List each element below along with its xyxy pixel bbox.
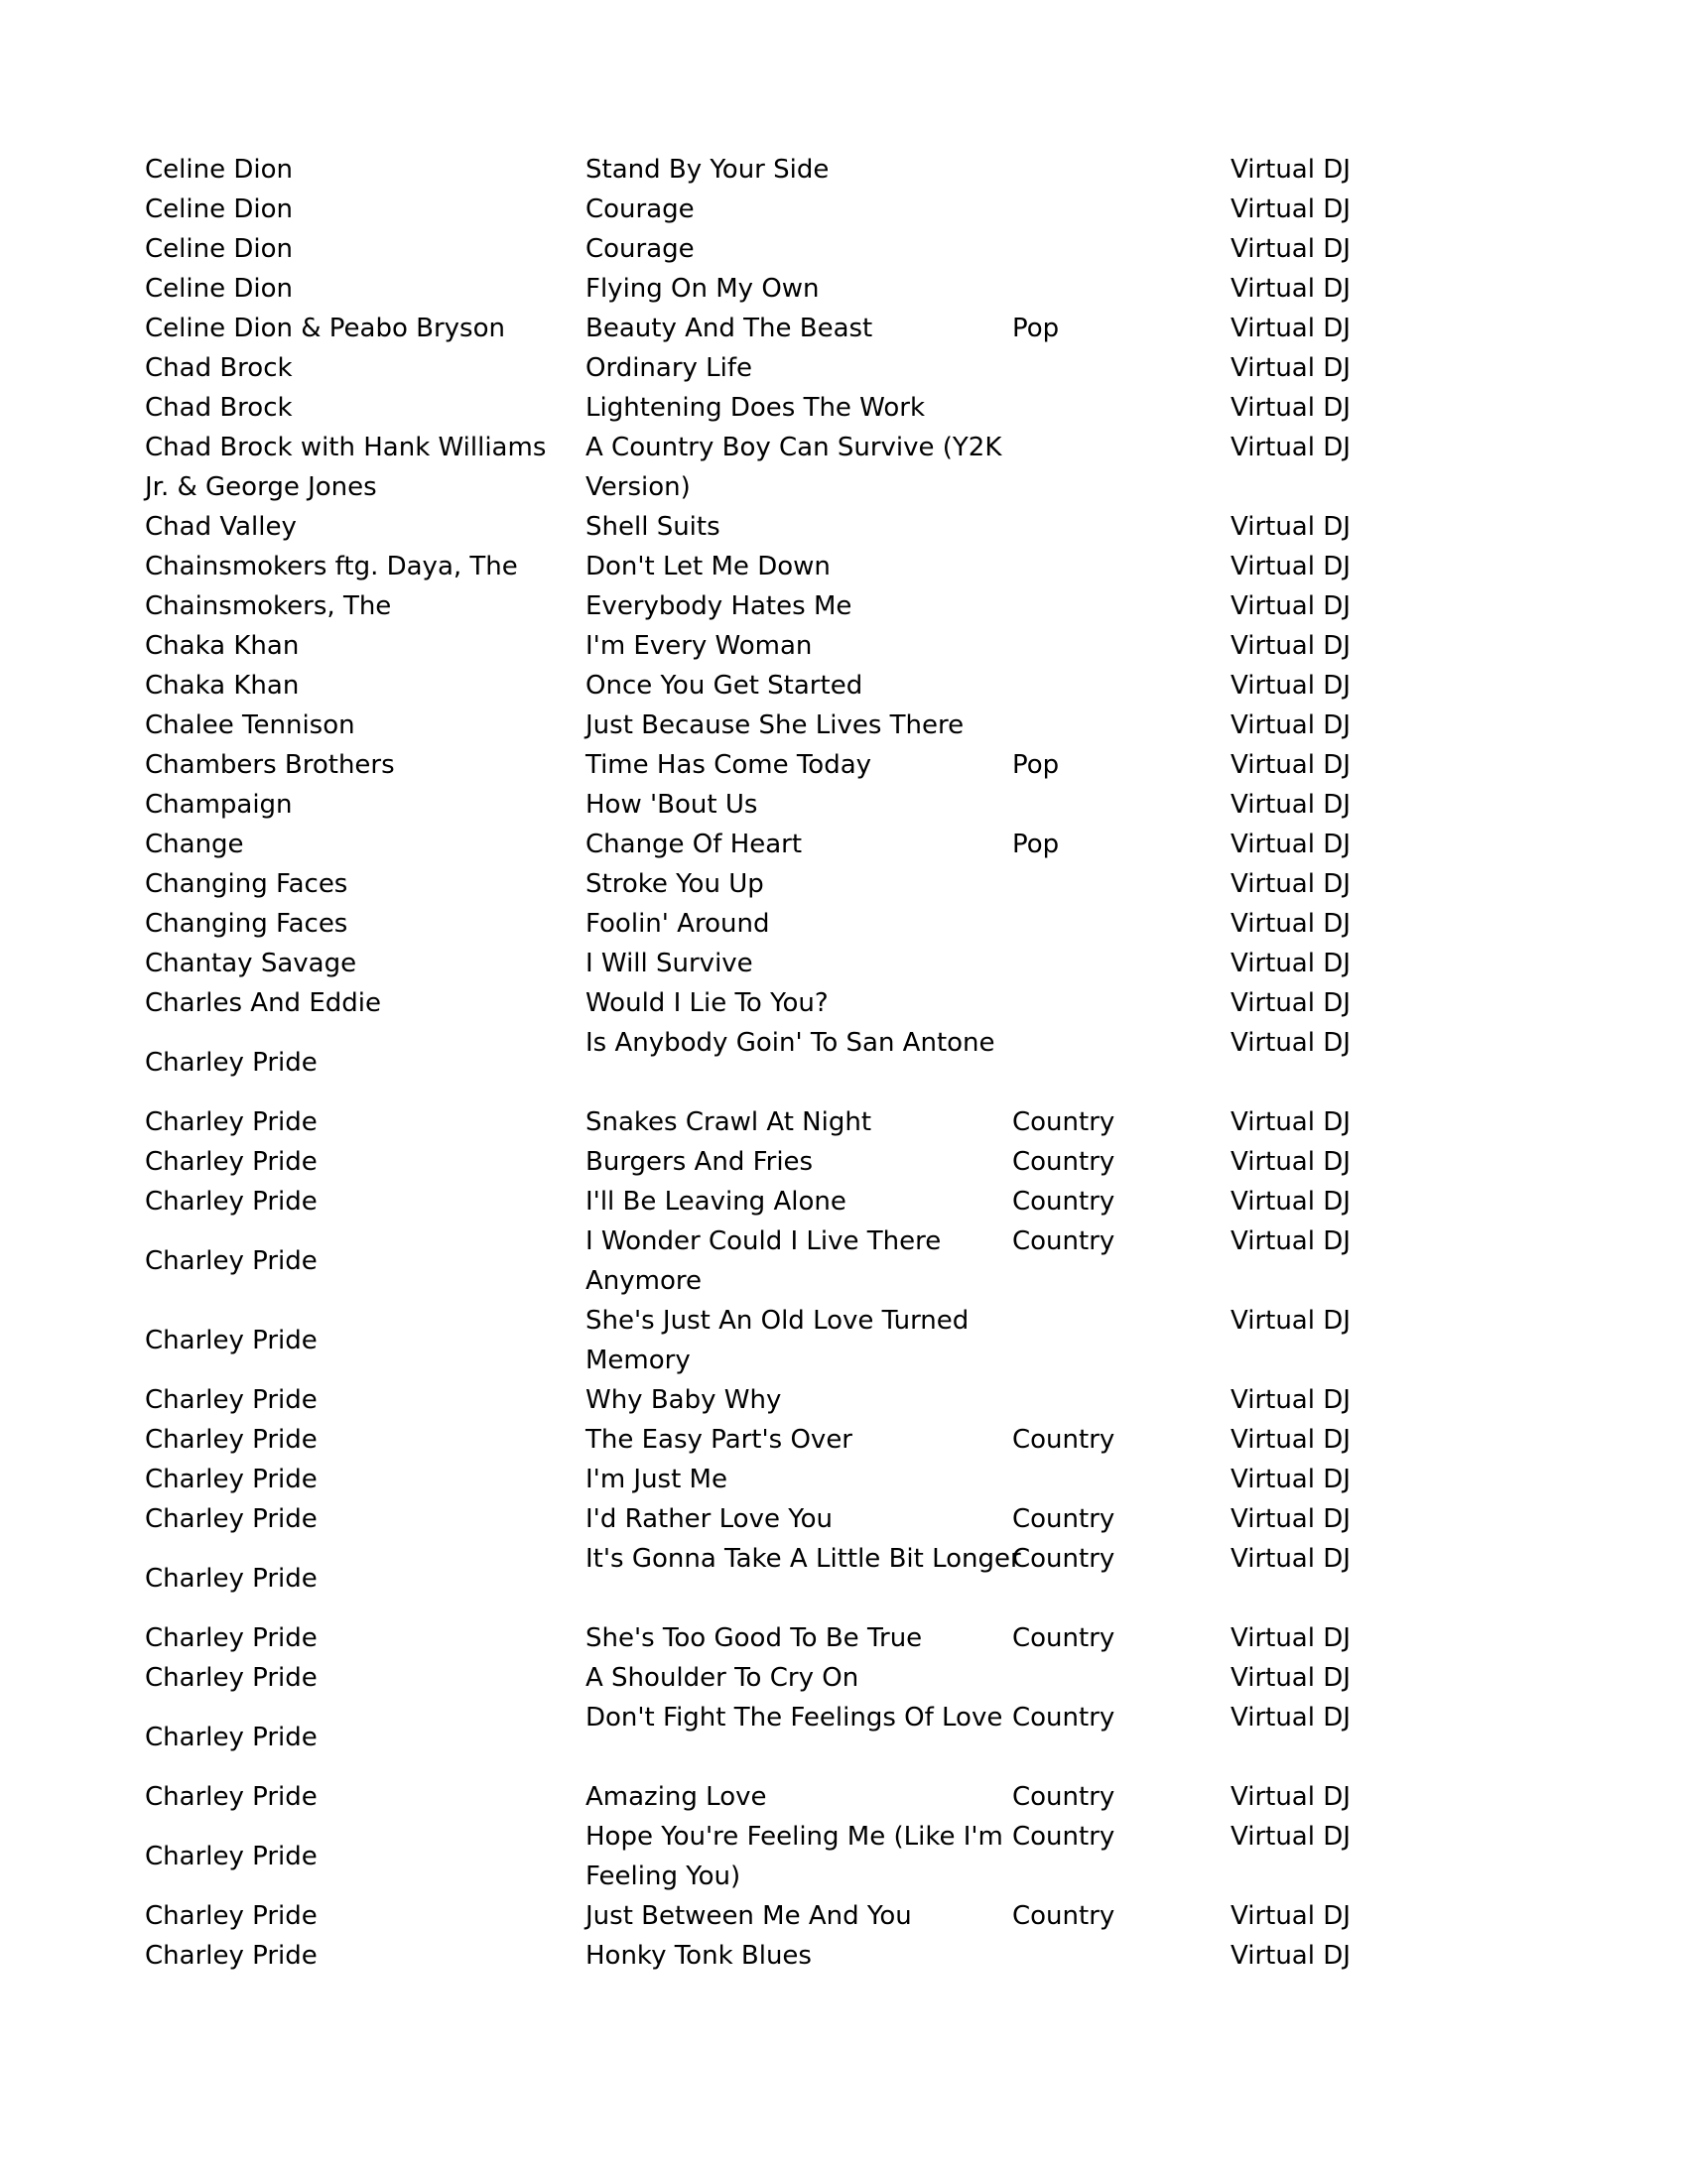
- artist-cell: Charley Pride: [145, 1246, 318, 1276]
- table-row: [145, 269, 1385, 309]
- title-cell: Why Baby Why: [585, 1385, 782, 1415]
- title-cell: She's Too Good To Be True: [585, 1623, 923, 1653]
- title-cell: Courage: [585, 234, 695, 264]
- genre-cell: Pop: [1012, 750, 1060, 780]
- format-cell: Virtual DJ: [1231, 1147, 1351, 1177]
- title-cell: The Easy Part's Over: [585, 1425, 853, 1455]
- artist-cell: Charley Pride: [145, 1941, 318, 1971]
- artist-cell: Celine Dion: [145, 155, 293, 185]
- genre-cell: Country: [1012, 1107, 1115, 1137]
- format-cell: Virtual DJ: [1231, 710, 1351, 740]
- artist-cell: Celine Dion: [145, 194, 293, 224]
- format-cell: Virtual DJ: [1231, 1028, 1351, 1058]
- title-cell: Change Of Heart: [585, 830, 803, 859]
- table-row: [145, 388, 1385, 428]
- artist-cell: Chad Valley: [145, 512, 297, 542]
- title-cell: Don't Let Me Down: [585, 552, 831, 581]
- table-row: [145, 150, 1385, 190]
- genre-cell: Country: [1012, 1822, 1115, 1852]
- table-row: [145, 309, 1385, 348]
- title-cell: It's Gonna Take A Little Bit Longer: [585, 1544, 1021, 1574]
- title-cell: I'll Be Leaving Alone: [585, 1187, 846, 1217]
- artist-cell: Celine Dion: [145, 234, 293, 264]
- genre-cell: Country: [1012, 1544, 1115, 1574]
- genre-cell: Country: [1012, 1623, 1115, 1653]
- table-row: [145, 428, 1385, 507]
- table-row: [145, 1420, 1385, 1460]
- genre-cell: Country: [1012, 1504, 1115, 1534]
- format-cell: Virtual DJ: [1231, 909, 1351, 939]
- title-cell: I Will Survive: [585, 949, 753, 978]
- format-cell: Virtual DJ: [1231, 1107, 1351, 1137]
- format-cell: Virtual DJ: [1231, 869, 1351, 899]
- format-cell: Virtual DJ: [1231, 1504, 1351, 1534]
- artist-cell: Charley Pride: [145, 1842, 318, 1871]
- title-cell: Stand By Your Side: [585, 155, 830, 185]
- artist-cell: Chainsmokers ftg. Daya, The: [145, 552, 518, 581]
- format-cell: Virtual DJ: [1231, 194, 1351, 224]
- table-row: [145, 983, 1385, 1023]
- table-row: [145, 1221, 1385, 1301]
- artist-cell: Charley Pride: [145, 1901, 318, 1931]
- title-cell: Burgers And Fries: [585, 1147, 814, 1177]
- table-row: [145, 904, 1385, 944]
- artist-cell: Chaka Khan: [145, 631, 300, 661]
- genre-cell: Country: [1012, 1425, 1115, 1455]
- format-cell: Virtual DJ: [1231, 433, 1351, 462]
- title-cell: Everybody Hates Me: [585, 591, 852, 621]
- format-cell: Virtual DJ: [1231, 1941, 1351, 1971]
- table-row: [145, 626, 1385, 666]
- format-cell: Virtual DJ: [1231, 591, 1351, 621]
- title-cell: Foolin' Around: [585, 909, 770, 939]
- title-cell: A Country Boy Can Survive (Y2K Version): [585, 433, 1002, 502]
- table-row: [145, 1777, 1385, 1817]
- artist-cell: Charley Pride: [145, 1623, 318, 1653]
- title-cell: Shell Suits: [585, 512, 720, 542]
- table-row: [145, 348, 1385, 388]
- genre-cell: Country: [1012, 1147, 1115, 1177]
- artist-cell: Charley Pride: [145, 1187, 318, 1217]
- artist-cell: Chaka Khan: [145, 671, 300, 701]
- artist-cell: Chambers Brothers: [145, 750, 395, 780]
- artist-cell: Chalee Tennison: [145, 710, 355, 740]
- artist-cell: Charley Pride: [145, 1723, 318, 1752]
- format-cell: Virtual DJ: [1231, 750, 1351, 780]
- genre-cell: Pop: [1012, 830, 1060, 859]
- title-cell: Hope You're Feeling Me (Like I'm Feeling You): [585, 1822, 1003, 1891]
- table-row: [145, 547, 1385, 586]
- artist-cell: Chainsmokers, The: [145, 591, 392, 621]
- table-row: [145, 1102, 1385, 1142]
- format-cell: Virtual DJ: [1231, 1385, 1351, 1415]
- artist-cell: Chad Brock with Hank Williams Jr. & George Jones: [145, 433, 547, 502]
- table-row: [145, 190, 1385, 229]
- genre-cell: Country: [1012, 1226, 1115, 1256]
- title-cell: Snakes Crawl At Night: [585, 1107, 872, 1137]
- artist-cell: Champaign: [145, 790, 293, 820]
- table-row: [145, 1658, 1385, 1698]
- table-row: [145, 1896, 1385, 1936]
- title-cell: Stroke You Up: [585, 869, 764, 899]
- title-cell: Time Has Come Today: [585, 750, 872, 780]
- title-cell: She's Just An Old Love Turned Memory: [585, 1306, 970, 1375]
- table-row: [145, 586, 1385, 626]
- table-row: [145, 1380, 1385, 1420]
- table-row: [145, 1182, 1385, 1221]
- artist-cell: Celine Dion: [145, 274, 293, 304]
- artist-cell: Celine Dion & Peabo Bryson: [145, 314, 505, 343]
- artist-cell: Chantay Savage: [145, 949, 357, 978]
- format-cell: Virtual DJ: [1231, 1822, 1351, 1852]
- format-cell: Virtual DJ: [1231, 790, 1351, 820]
- genre-cell: Country: [1012, 1187, 1115, 1217]
- format-cell: Virtual DJ: [1231, 393, 1351, 423]
- artist-cell: Charles And Eddie: [145, 988, 381, 1018]
- table-row: [145, 1499, 1385, 1539]
- artist-cell: Charley Pride: [145, 1048, 318, 1078]
- title-cell: I'd Rather Love You: [585, 1504, 834, 1534]
- title-cell: Honky Tonk Blues: [585, 1941, 812, 1971]
- table-row: [145, 1539, 1385, 1618]
- title-cell: I'm Just Me: [585, 1465, 727, 1494]
- artist-cell: Chad Brock: [145, 353, 293, 383]
- format-cell: Virtual DJ: [1231, 234, 1351, 264]
- title-cell: I'm Every Woman: [585, 631, 813, 661]
- format-cell: Virtual DJ: [1231, 314, 1351, 343]
- title-cell: How 'Bout Us: [585, 790, 758, 820]
- title-cell: Would I Lie To You?: [585, 988, 829, 1018]
- format-cell: Virtual DJ: [1231, 1465, 1351, 1494]
- artist-cell: Charley Pride: [145, 1147, 318, 1177]
- artist-cell: Chad Brock: [145, 393, 293, 423]
- table-row: [145, 1142, 1385, 1182]
- format-cell: Virtual DJ: [1231, 1544, 1351, 1574]
- format-cell: Virtual DJ: [1231, 988, 1351, 1018]
- genre-cell: Country: [1012, 1901, 1115, 1931]
- title-cell: Lightening Does The Work: [585, 393, 926, 423]
- format-cell: Virtual DJ: [1231, 1226, 1351, 1256]
- artist-cell: Change: [145, 830, 244, 859]
- table-row: [145, 785, 1385, 825]
- format-cell: Virtual DJ: [1231, 353, 1351, 383]
- format-cell: Virtual DJ: [1231, 1306, 1351, 1336]
- artist-cell: Changing Faces: [145, 909, 348, 939]
- table-row: [145, 1618, 1385, 1658]
- title-cell: Once You Get Started: [585, 671, 863, 701]
- table-row: [145, 1698, 1385, 1777]
- genre-cell: Pop: [1012, 314, 1060, 343]
- title-cell: Flying On My Own: [585, 274, 820, 304]
- title-cell: A Shoulder To Cry On: [585, 1663, 859, 1693]
- table-row: [145, 1460, 1385, 1499]
- artist-cell: Charley Pride: [145, 1107, 318, 1137]
- format-cell: Virtual DJ: [1231, 949, 1351, 978]
- artist-cell: Charley Pride: [145, 1326, 318, 1355]
- genre-cell: Country: [1012, 1782, 1115, 1812]
- table-row: [145, 745, 1385, 785]
- song-table: [145, 150, 1385, 1976]
- format-cell: Virtual DJ: [1231, 552, 1351, 581]
- artist-cell: Charley Pride: [145, 1385, 318, 1415]
- title-cell: Is Anybody Goin' To San Antone: [585, 1028, 995, 1058]
- table-row: [145, 864, 1385, 904]
- format-cell: Virtual DJ: [1231, 1623, 1351, 1653]
- format-cell: Virtual DJ: [1231, 155, 1351, 185]
- table-row: [145, 1817, 1385, 1896]
- artist-cell: Charley Pride: [145, 1564, 318, 1594]
- table-row: [145, 666, 1385, 706]
- format-cell: Virtual DJ: [1231, 830, 1351, 859]
- title-cell: Amazing Love: [585, 1782, 767, 1812]
- title-cell: Just Because She Lives There: [585, 710, 965, 740]
- table-row: [145, 1301, 1385, 1380]
- table-row: [145, 706, 1385, 745]
- table-row: [145, 229, 1385, 269]
- title-cell: I Wonder Could I Live There Anymore: [585, 1226, 942, 1296]
- genre-cell: Country: [1012, 1703, 1115, 1733]
- table-row: [145, 507, 1385, 547]
- format-cell: Virtual DJ: [1231, 1663, 1351, 1693]
- format-cell: Virtual DJ: [1231, 1187, 1351, 1217]
- format-cell: Virtual DJ: [1231, 274, 1351, 304]
- title-cell: Don't Fight The Feelings Of Love: [585, 1703, 1003, 1733]
- table-row: [145, 825, 1385, 864]
- artist-cell: Charley Pride: [145, 1425, 318, 1455]
- table-row: [145, 1023, 1385, 1102]
- format-cell: Virtual DJ: [1231, 1901, 1351, 1931]
- format-cell: Virtual DJ: [1231, 1703, 1351, 1733]
- format-cell: Virtual DJ: [1231, 1425, 1351, 1455]
- artist-cell: Charley Pride: [145, 1504, 318, 1534]
- format-cell: Virtual DJ: [1231, 631, 1351, 661]
- format-cell: Virtual DJ: [1231, 671, 1351, 701]
- table-row: [145, 1936, 1385, 1976]
- artist-cell: Charley Pride: [145, 1663, 318, 1693]
- artist-cell: Charley Pride: [145, 1465, 318, 1494]
- title-cell: Ordinary Life: [585, 353, 753, 383]
- format-cell: Virtual DJ: [1231, 512, 1351, 542]
- title-cell: Beauty And The Beast: [585, 314, 873, 343]
- title-cell: Courage: [585, 194, 695, 224]
- format-cell: Virtual DJ: [1231, 1782, 1351, 1812]
- artist-cell: Changing Faces: [145, 869, 348, 899]
- table-row: [145, 944, 1385, 983]
- title-cell: Just Between Me And You: [585, 1901, 912, 1931]
- artist-cell: Charley Pride: [145, 1782, 318, 1812]
